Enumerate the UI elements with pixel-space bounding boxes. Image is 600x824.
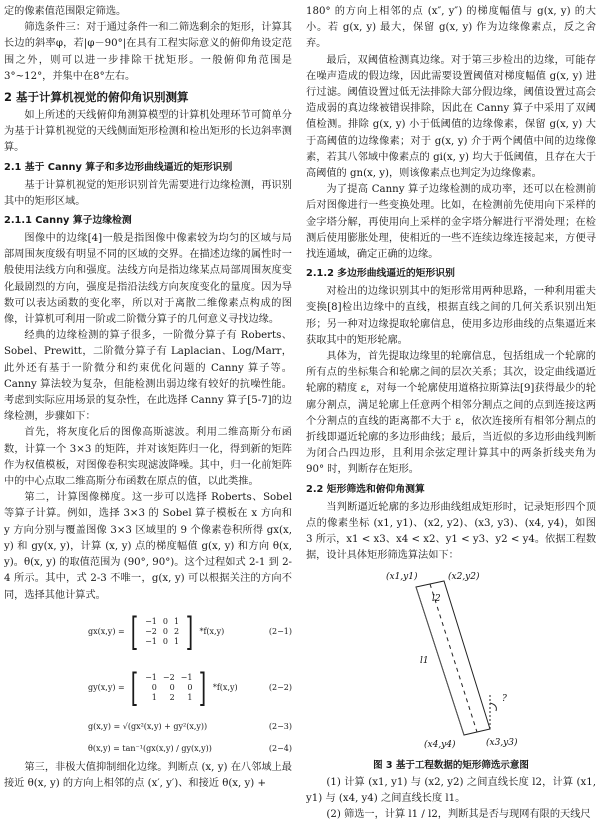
equation-2-2 [4, 660, 292, 716]
matrix-cell: −1 [180, 672, 193, 682]
paragraph: 具体为，首先提取边缘里的轮廓信息，包括组成一个轮廓的所有点的坐标集合和轮廓之间的层次关系；其次，设定曲线逼近轮廓的精度 ε，对每一个轮廓使用道格拉斯算法[9]获得最少的轮廓分割点，满足轮廓上任意两个相邻分割点之间的点到连接这两个分割点的直线的距离都不大于 ε，依次连接所有相邻分割点的折线即逼近轮廓的多边形曲线；最后，当近似的多边形曲线判断为闭合凸四边形，且利用余弦定理计算其中的两条折线夹角为 90° 时，判断存在矩形。 [306, 351, 596, 476]
equation-2-3 [4, 716, 292, 738]
subsection-heading: 2.2 矩形筛选和俯仰角测算 [306, 483, 425, 495]
matrix-cell: 1 [173, 636, 180, 646]
length-label-l1: l1 [420, 655, 429, 666]
paragraph: 经典的边缘检测的算子很多，一阶微分算子有 Roberts、Sobel、Prewitt，二阶微分算子有 Laplacian、Log/Marr，此外还有基于一阶微分和约束优化问题的 Canny 算子等。Canny 算法较为复杂，但能检测出弱边缘有较好的抗噪性能。考虑到实际应用场景的复杂性，在此选择 Canny 算子[5-7]的边缘检测，步骤如下： [4, 330, 292, 423]
paragraph: 筛选条件三：对于通过条件一和二筛选剩余的矩形，计算其长边的斜率φ，若|φ－90°|在具有工程实际意义的俯仰角设定范围之外，则可以进一步排除干扰矩形。一般俯仰角范围是3°~12°，并集中在8°左右。 [4, 22, 292, 82]
paragraph: 当判断逼近轮廓的多边形曲线组成矩形时，记录矩形四个顶点的像素坐标 (x1, y1)、(x2, y2)、(x3, y3)、(x4, y4)，如图 3 所示，x1 < x3、x4 < x2、y1 < y3、y2 < y4。依据工程数据，设计具体矩形筛选算法如下： [306, 501, 596, 562]
equation-lhs: gx(x,y) = [88, 626, 125, 636]
paragraph: (1) 计算 (x1, y1) 与 (x2, y2) 之间直线长度 l2，计算 (x1, y1) 与 (x4, y4) 之间直线长度 l1。 [306, 776, 596, 804]
paragraph: 如上所述的天线俯仰角测算模型的计算机处理环节可简单分为基于计算机视觉的天线侧面矩形检测和检出矩形的长边斜率测算。 [4, 110, 292, 154]
equation-number: (2−2) [268, 683, 292, 693]
paragraph: 首先，将灰度化后的图像高斯滤波。利用二维高斯分布函数，计算一个 3×3 的矩阵，并对该矩阵归一化，得到新的矩阵作为权值模板，对图像卷积实现滤波降噪。其中，归一化前矩阵中的中心点取二维高斯分布函数在原点的值，以此类推。 [4, 427, 292, 488]
matrix-cell: 0 [162, 616, 168, 626]
equation-2-1 [4, 604, 292, 660]
matrix-cell: −1 [145, 616, 157, 626]
matrix-cell: 1 [151, 692, 157, 702]
equation-tail: *f(x,y) [199, 626, 225, 636]
paragraph: 对检出的边缘识别其中的矩形常用两种思路，一种利用霍夫变换[8]检出边缘中的直线，根据直线之间的几何关系识别出矩形；另一种对边缘提取轮廓信息，使用多边形曲线的点集逼近来获取其中的矩形轮廓。 [306, 286, 596, 346]
figure-3 [306, 565, 596, 755]
matrix-cell: −2 [162, 672, 175, 682]
paragraph: 第二，计算图像梯度。这一步可以选择 Roberts、Sobel 等算子计算。例如，选择 3×3 的 Sobel 算子模板在 x 方向和 y 方向分别与覆盖图像 3×3 区域里的 9 个像素卷积所得 gx(x, y) 和 gy(x, y)，计算 (x, y) 点的梯度幅值 g(x, y) 和方向 θ(x, y)。θ(x, y) 的取值范围为 (90°, 90°)。这个过程如式 2-1 到 2-4 所示。其中，式 2-3 不唯一，g(x, y) 可以根据关注的方向不同，选择其他计算式。 [4, 492, 292, 601]
length-label-l2: l2 [432, 593, 441, 604]
left-column [4, 4, 292, 792]
matrix-cell: 2 [169, 692, 175, 702]
matrix-cell: −1 [145, 672, 157, 682]
vertex-label-1: (x1,y1) [386, 571, 418, 582]
angle-arc [490, 703, 496, 711]
right-column [306, 4, 596, 823]
matrix-cell: 1 [187, 692, 193, 702]
figure-caption: 图 3 基于工程数据的矩形筛选示意图 [373, 759, 529, 771]
equation-body: θ(x,y) = tan⁻¹(gx(x,y) / gy(x,y)) [88, 744, 212, 754]
equation-body: g(x,y) = √(gx²(x,y) + gy²(x,y)) [88, 722, 208, 732]
section-heading: 2 基于计算机视觉的俯仰角识别测算 [4, 90, 189, 105]
equation-number: (2−1) [268, 627, 292, 637]
paragraph: 180° 的方向上相邻的点 (x″, y″) 的梯度幅值与 g(x, y) 的大小。若 g(x, y) 最大，保留 g(x, y) 作为边缘像素点，反之舍弃。 [306, 6, 596, 50]
matrix-cell: 0 [169, 682, 175, 692]
rectangle-diagram [306, 565, 596, 755]
center-line [430, 584, 477, 732]
vertex-label-2: (x2,y2) [448, 571, 480, 582]
equation-number: (2−3) [268, 722, 292, 732]
matrix-cell: 0 [162, 626, 168, 636]
matrix-cell: 2 [173, 626, 180, 636]
sobel-x-matrix: [ −1 0 1 −2 0 2 −1 0 1 ] [130, 609, 194, 654]
matrix-cell: 0 [162, 636, 168, 646]
matrix-cell: 0 [187, 682, 193, 692]
paragraph: (2) 筛选一，计算 l1 / l2，判断其是否与现网有限的天线尺 [326, 808, 591, 820]
equation-lhs: gy(x,y) = [88, 682, 125, 692]
vertex-label-4: (x4,y4) [424, 739, 456, 750]
subsection-heading: 2.1.1 Canny 算子边缘检测 [4, 215, 132, 227]
subsection-heading: 2.1.2 多边形曲线逼近的矩形识别 [306, 268, 455, 280]
matrix-cell: 0 [151, 682, 157, 692]
equation-2-4 [4, 738, 292, 760]
matrix-cell: −2 [145, 626, 157, 636]
paragraph: 最后，双阈值检测真边缘。对于第三步检出的边缘，可能存在噪声造成的假边缘，因此需要设置阈值对梯度幅值 g(x, y) 进行过滤。阈值设置过低无法排除大部分假边缘，阈值设置过高会造成弱的真边缘被错误排除，因此在 Canny 算子中采用了双阈值检测。排除 g(x, y) 小于低阈值的边缘像素，保留 g(x, y) 大于高阈值的边缘像素；对于 g(x, y) 介于两个阈值中间的边缘像素，若其八邻域中像素点的 gi(x, y) 均大于低阈值，且存在大于高阈值的 gn(x, y)，则该像素点也判定为边缘像素。 [306, 54, 596, 180]
matrix-cell: 1 [173, 616, 180, 626]
subsection-heading: 2.1 基于 Canny 算子和多边形曲线逼近的矩形识别 [4, 161, 233, 173]
paragraph: 第三，非极大值抑制细化边缘。判断点 (x, y) 在八邻域上最接近 θ(x, y) 的方向上相邻的点 (x′, y′)、和接近 θ(x, y) + [4, 761, 292, 789]
paragraph: 基于计算机视觉的矩形识别首先需要进行边缘检测，再识别其中的矩形区域。 [4, 179, 292, 207]
paragraph: 定的像素值范围限定筛选。 [4, 6, 127, 17]
matrix-cell: −1 [145, 636, 157, 646]
angle-question-mark: ? [502, 693, 507, 704]
paragraph: 为了提高 Canny 算子边缘检测的成功率，还可以在检测前后对图像进行一些变换处理。比如，在检测前先使用向下采样的金字塔分解，再使用向上采样的金字塔分解进行平滑处理；在检测后使用膨胀处理，使相近的一些不连续边缘连接起来，方便寻找连通域，确定正确的边缘。 [306, 184, 596, 261]
equation-number: (2−4) [268, 744, 292, 754]
equation-tail: *f(x,y) [212, 682, 238, 692]
vertex-label-3: (x3,y3) [486, 737, 518, 748]
sobel-y-matrix: [ −1 −2 −1 0 0 0 1 2 1 ] [130, 665, 207, 710]
paragraph: 图像中的边缘[4]一般是指图像中像素较为均匀的区域与局部周围灰度级有明显不同的区域的交界。在描述边缘的属性时一般使用法线方向和强度。法线方向是指边缘某点局部周围灰度变化最剧烈的方向，强度是指沿法线方向灰度变化的量度。因为导数可以表达函数的变化率，所以对于离散二维像素点构成的图像，计算机可利用一阶或二阶微分算子的几何意义寻找边缘。 [4, 233, 292, 326]
